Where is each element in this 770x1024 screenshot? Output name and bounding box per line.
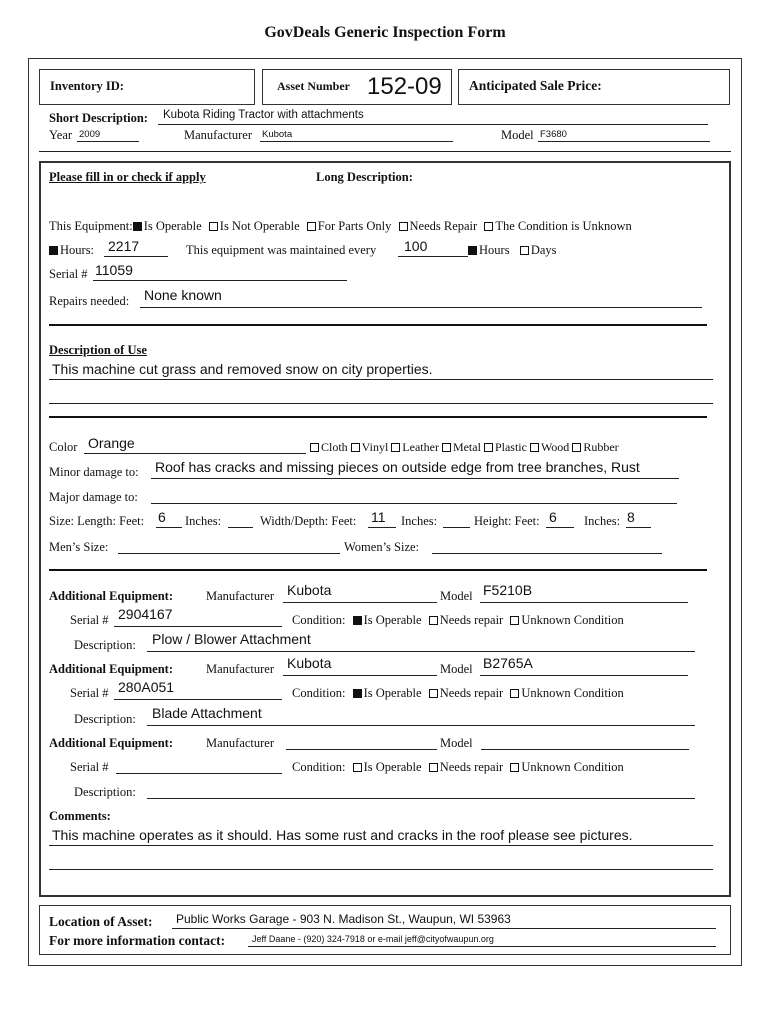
add1-model-label: Model <box>440 589 473 603</box>
vinyl-checkbox[interactable] <box>351 443 360 452</box>
mens-size-label: Men’s Size: <box>49 540 109 554</box>
short-description-value[interactable]: Kubota Riding Tractor with attachments <box>163 109 364 121</box>
leather-label: Leather <box>402 440 439 454</box>
interval-days-checkbox[interactable] <box>520 246 529 255</box>
add2-unknown-label: Unknown Condition <box>521 686 624 700</box>
condition-unknown-label: The Condition is Unknown <box>495 219 632 233</box>
this-equipment-label: This Equipment: <box>49 219 133 233</box>
add3-unknown-label: Unknown Condition <box>521 760 624 774</box>
contact-label: For more information contact: <box>49 933 226 948</box>
womens-size-label: Women’s Size: <box>344 540 420 554</box>
location-value[interactable]: Public Works Garage - 903 N. Madison St., Waupun, WI 53963 <box>176 912 511 926</box>
wood-checkbox[interactable] <box>530 443 539 452</box>
interval-hours-label: Hours <box>479 243 510 257</box>
add2-operable-checkbox[interactable] <box>353 689 362 698</box>
additional-equipment-2-label: Additional Equipment: <box>49 662 173 676</box>
add3-serial-label: Serial # <box>70 760 109 774</box>
minor-damage-label: Minor damage to: <box>49 465 139 479</box>
add2-needs-repair-label: Needs repair <box>439 686 504 700</box>
add2-model-value[interactable]: B2765A <box>483 655 533 671</box>
sale-price-label: Anticipated Sale Price: <box>469 78 602 93</box>
add3-condition-label: Condition: <box>292 760 346 774</box>
width-label: Width/Depth: Feet: <box>260 514 357 528</box>
parts-only-label: For Parts Only <box>317 219 392 233</box>
add2-manufacturer-label: Manufacturer <box>206 662 275 676</box>
add2-condition-label: Condition: <box>292 686 346 700</box>
rubber-checkbox[interactable] <box>572 443 581 452</box>
hours-value[interactable]: 2217 <box>108 238 140 254</box>
add3-needs-repair-label: Needs repair <box>439 760 504 774</box>
condition-unknown-checkbox[interactable] <box>484 222 493 231</box>
needs-repair-checkbox[interactable] <box>399 222 408 231</box>
add1-serial-value[interactable]: 2904167 <box>118 606 173 622</box>
add1-unknown-checkbox[interactable] <box>510 616 519 625</box>
not-operable-checkbox[interactable] <box>209 222 218 231</box>
major-damage-label: Major damage to: <box>49 490 138 504</box>
height-inches-value[interactable]: 8 <box>627 509 635 525</box>
add3-operable-label: Is Operable <box>363 760 422 774</box>
interval-days-label: Days <box>530 243 557 257</box>
contact-value[interactable]: Jeff Daane - (920) 324-7918 or e-mail jeff@cityofwaupun.org <box>252 934 494 944</box>
form-title: GovDeals Generic Inspection Form <box>264 24 506 41</box>
add1-condition-label: Condition: <box>292 613 346 627</box>
color-label: Color <box>49 440 78 454</box>
add2-unknown-checkbox[interactable] <box>510 689 519 698</box>
hours-checkbox[interactable] <box>49 246 58 255</box>
add3-needs-repair-checkbox[interactable] <box>429 763 438 772</box>
comments-value[interactable]: This machine operates as it should. Has some rust and cracks in the roof please see pictures. <box>52 827 633 843</box>
plastic-label: Plastic <box>494 440 527 454</box>
description-of-use-value[interactable]: This machine cut grass and removed snow on city properties. <box>52 361 433 377</box>
cloth-label: Cloth <box>321 440 348 454</box>
cloth-checkbox[interactable] <box>310 443 319 452</box>
add1-operable-label: Is Operable <box>363 613 422 627</box>
leather-checkbox[interactable] <box>391 443 400 452</box>
hours-row <box>49 243 94 258</box>
length-inches-label: Inches: <box>185 514 222 528</box>
add2-operable-label: Is Operable <box>363 686 422 700</box>
metal-label: Metal <box>452 440 481 454</box>
add1-operable-checkbox[interactable] <box>353 616 362 625</box>
asset-number-box[interactable] <box>262 69 452 105</box>
add1-serial-label: Serial # <box>70 613 109 627</box>
vinyl-label: Vinyl <box>361 440 389 454</box>
add2-model-label: Model <box>440 662 473 676</box>
color-value[interactable]: Orange <box>88 435 135 451</box>
year-label: Year <box>49 128 73 142</box>
metal-checkbox[interactable] <box>442 443 451 452</box>
add2-serial-value[interactable]: 280A051 <box>118 679 175 695</box>
height-feet-value[interactable]: 6 <box>549 509 557 525</box>
interval-hours-checkbox[interactable] <box>468 246 477 255</box>
add2-needs-repair-checkbox[interactable] <box>429 689 438 698</box>
minor-damage-value[interactable]: Roof has cracks and missing pieces on outside edge from tree branches, Rust <box>155 459 640 475</box>
height-label: Height: Feet: <box>474 514 540 528</box>
add1-needs-repair-checkbox[interactable] <box>429 616 438 625</box>
fill-instruction: Please fill in or check if apply <box>49 170 206 184</box>
add2-condition-row <box>292 686 624 701</box>
add3-condition-row <box>292 760 624 775</box>
width-inches-label: Inches: <box>401 514 438 528</box>
size-length-label: Size: Length: Feet: <box>49 514 145 528</box>
asset-number-value: 152-09 <box>367 73 442 100</box>
model-value[interactable]: F3680 <box>540 129 567 140</box>
needs-repair-label: Needs Repair <box>409 219 478 233</box>
is-operable-checkbox[interactable] <box>133 222 142 231</box>
inventory-id-box[interactable] <box>39 69 255 105</box>
equipment-status-row <box>49 219 632 234</box>
add3-operable-checkbox[interactable] <box>353 763 362 772</box>
inventory-id-label: Inventory ID: <box>50 79 124 93</box>
add2-description-value[interactable]: Blade Attachment <box>152 705 262 721</box>
year-value[interactable]: 2009 <box>79 129 101 140</box>
interval-unit-row <box>468 243 557 258</box>
maintained-label: This equipment was maintained every <box>186 243 377 257</box>
add1-description-label: Description: <box>74 638 136 652</box>
parts-only-checkbox[interactable] <box>307 222 316 231</box>
is-operable-label: Is Operable <box>143 219 202 233</box>
short-description-label: Short Description: <box>49 111 148 125</box>
comments-label: Comments: <box>49 809 111 823</box>
add1-model-value[interactable]: F5210B <box>483 582 533 598</box>
add2-manufacturer-value[interactable]: Kubota <box>287 655 332 671</box>
add3-unknown-checkbox[interactable] <box>510 763 519 772</box>
add2-serial-label: Serial # <box>70 686 109 700</box>
plastic-checkbox[interactable] <box>484 443 493 452</box>
location-label: Location of Asset: <box>49 914 153 929</box>
asset-number-label: Asset Number <box>277 79 350 93</box>
repairs-value[interactable]: None known <box>144 287 222 303</box>
sale-price-box[interactable] <box>458 69 730 105</box>
serial-value[interactable]: 11059 <box>95 262 133 278</box>
width-feet-value[interactable]: 11 <box>371 509 386 525</box>
add1-needs-repair-label: Needs repair <box>439 613 504 627</box>
description-of-use-label: Description of Use <box>49 343 147 357</box>
add3-manufacturer-label: Manufacturer <box>206 736 275 750</box>
manufacturer-label: Manufacturer <box>184 128 253 142</box>
add1-condition-row <box>292 613 624 628</box>
add1-manufacturer-value[interactable]: Kubota <box>287 582 332 598</box>
add3-description-label: Description: <box>74 785 136 799</box>
add3-model-label: Model <box>440 736 473 750</box>
material-row <box>310 440 619 455</box>
add1-description-value[interactable]: Plow / Blower Attachment <box>152 631 311 647</box>
hours-label: Hours: <box>60 243 95 257</box>
wood-label: Wood <box>540 440 570 454</box>
manufacturer-value[interactable]: Kubota <box>262 129 293 140</box>
long-description-label: Long Description: <box>316 170 413 184</box>
additional-equipment-1-label: Additional Equipment: <box>49 589 173 603</box>
rubber-label: Rubber <box>583 440 619 454</box>
maintained-value[interactable]: 100 <box>404 238 428 254</box>
additional-equipment-3-label: Additional Equipment: <box>49 736 173 750</box>
serial-label: Serial # <box>49 267 88 281</box>
repairs-label: Repairs needed: <box>49 294 130 308</box>
not-operable-label: Is Not Operable <box>219 219 300 233</box>
height-inches-label: Inches: <box>584 514 621 528</box>
length-feet-value[interactable]: 6 <box>158 509 166 525</box>
short-description-row <box>49 111 148 126</box>
add1-unknown-label: Unknown Condition <box>521 613 624 627</box>
main-section <box>39 161 731 897</box>
add1-manufacturer-label: Manufacturer <box>206 589 275 603</box>
model-label: Model <box>501 128 534 142</box>
add2-description-label: Description: <box>74 712 136 726</box>
